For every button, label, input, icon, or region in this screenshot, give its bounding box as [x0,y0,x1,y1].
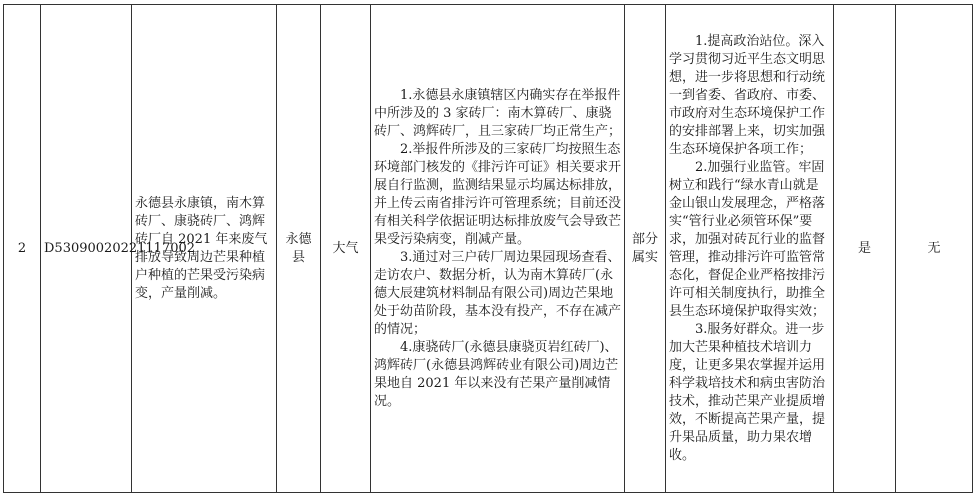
measure-paragraph: 3.服务好群众。进一步加大芒果种植技术培训力度，让更多果农掌握并运用科学栽培技术和病虫害防治技术，推动芒果产业提质增效，不断提高芒果产量，提升果品质量，助力果农增收。 [669,321,826,463]
row-index: 2 [4,5,41,493]
rectification-measures [666,5,834,493]
investigation-findings [371,5,625,493]
finding-paragraph: 4.康骁砖厂(永德县康骁页岩红砖厂)、鸿辉砖厂(永德县鸿辉砖业有限公司)周边芒果地自 2021 年以来没有芒果产量削减情况。 [374,339,619,409]
rectification-status: 是 [834,5,896,493]
county: 永德县 [277,5,321,493]
case-table [3,4,973,493]
complaint-content: 永德县永康镇，南木算砖厂、康骁砖厂、鸿辉砖厂自 2021 年来废气排放导致周边芒果种植户种植的芒果受污染病变，产量削减。 [132,5,277,493]
case-number: D53090020221117002 [41,5,132,493]
measure-paragraph: 2.加强行业监管。牢固树立和践行“绿水青山就是金山银山发展理念，严格落实“管行业必须管环保”要求，加强对砖瓦行业的监督管理，推动排污许可监管常态化，督促企业严格按排污许可相关制度执行，助推全县生态环境保护取得实效； [669,159,826,319]
finding-paragraph: 3.通过对三户砖厂周边果园现场查看、走访农户、数据分析，认为南木算砖厂(永德大辰建筑材料制品有限公司)周边芒果地处于幼苗阶段，基本没有投产，不存在减产的情况； [374,249,622,337]
measure-paragraph: 1.提高政治站位。深入学习贯彻习近平生态文明思想，进一步将思想和行动统一到省委、省政府、市委、市政府对生态环境保护工作的安排部署上来，切实加强生态环境保护各项工作； [669,33,826,157]
finding-paragraph: 1.永德县永康镇辖区内确实存在举报件中所涉及的 3 家砖厂：南木算砖厂、康骁砖厂、鸿辉砖厂，且三家砖厂均正常生产； [374,87,622,139]
verification-verdict: 部分属实 [625,5,666,493]
pollution-category: 大气 [321,5,371,493]
finding-paragraph: 2.举报件所涉及的三家砖厂均按照生态环境部门核发的《排污许可证》相关要求开展自行监测，监测结果显示均属达标排放，并上传云南省排污许可管理系统；目前还没有相关科学依据证明达标排放废气会导致芒果受污染病变，削减产量。 [374,141,622,247]
accountability: 无 [896,5,973,493]
table-row [4,5,973,493]
